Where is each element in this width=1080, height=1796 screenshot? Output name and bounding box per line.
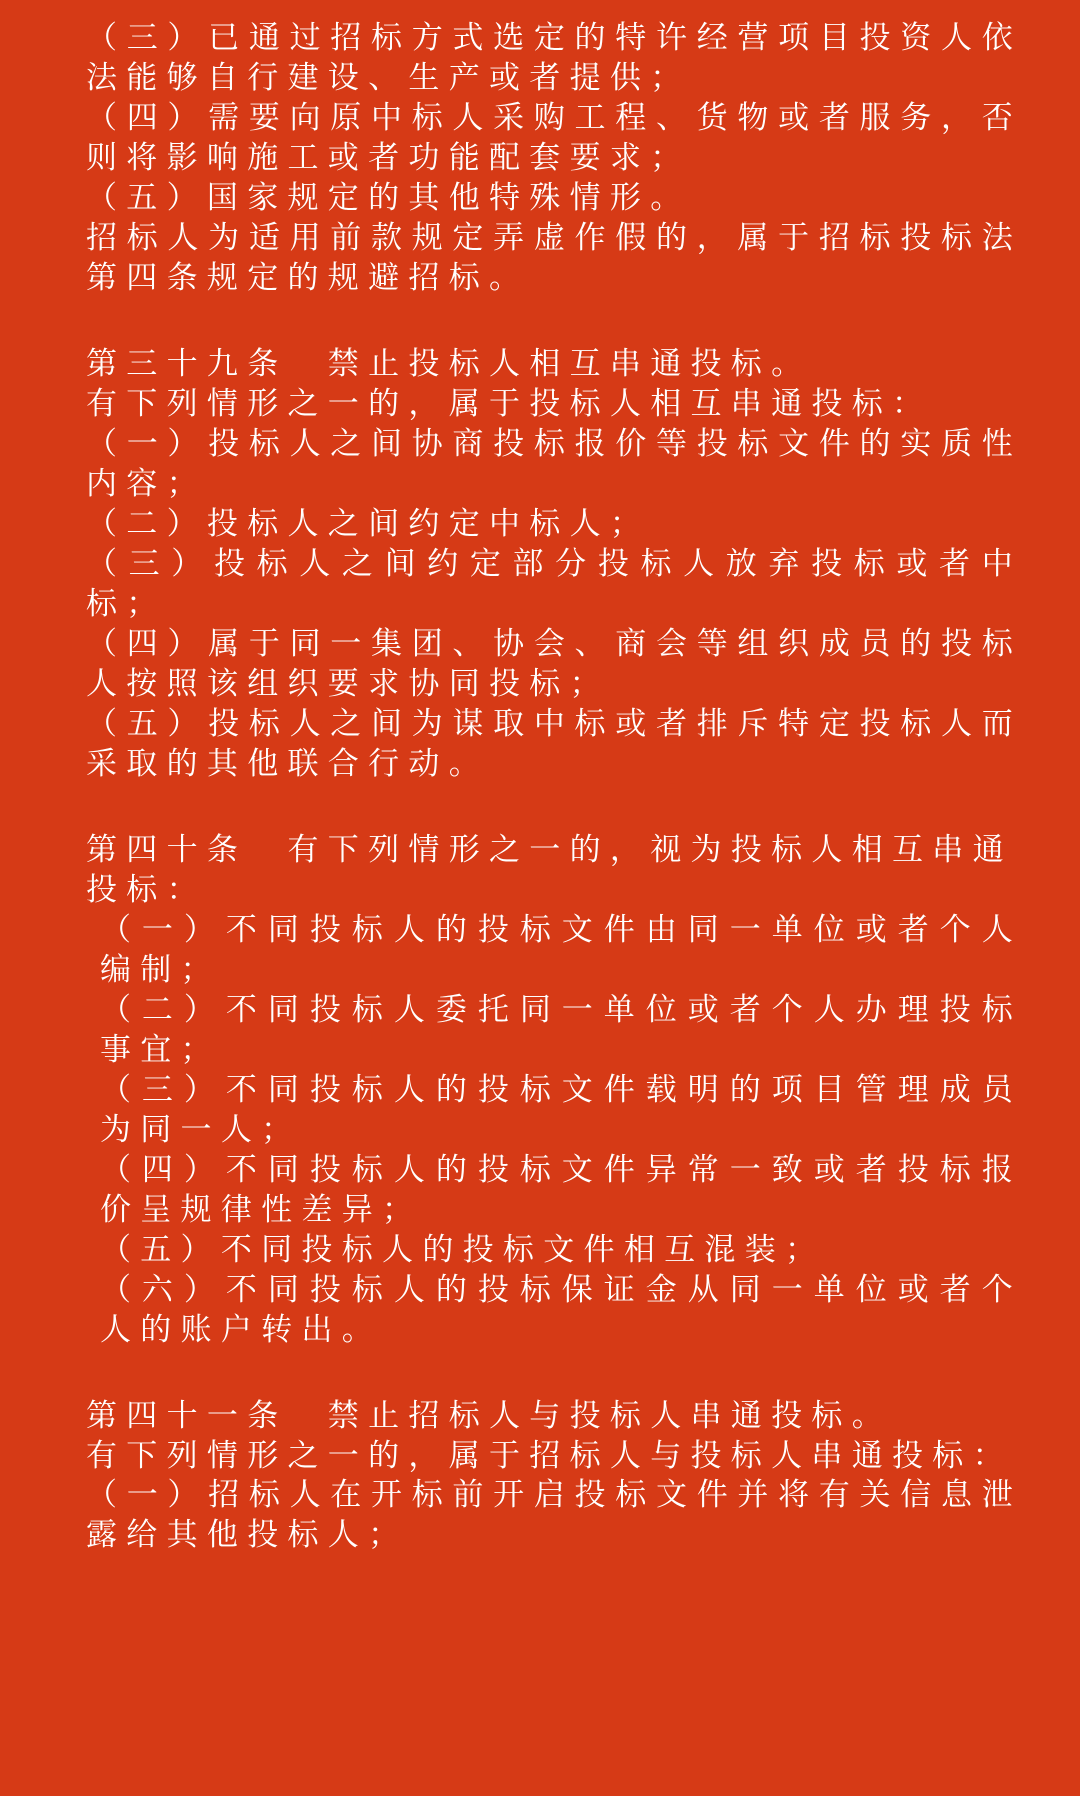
clause-paragraph: （一）不同投标人的投标文件由同一单位或者个人编制； <box>99 911 1022 987</box>
clause-paragraph: （四）需要向原中标人采购工程、货物或者服务，否则将影响施工或者功能配套要求； <box>86 99 1022 175</box>
clause-paragraph: （五）不同投标人的投标文件相互混装； <box>99 1231 826 1267</box>
article-heading-41: 第四十一条 禁止招标人与投标人串通投标。 <box>86 1397 892 1433</box>
clause-paragraph: （三）不同投标人的投标文件载明的项目管理成员为同一人； <box>99 1071 1022 1147</box>
clause-paragraph: 有下列情形之一的，属于投标人相互串通投标： <box>86 385 933 421</box>
clause-paragraph: （四）属于同一集团、协会、商会等组织成员的投标人按照该组织要求协同投标； <box>86 625 1022 701</box>
section-spacer <box>86 784 1022 830</box>
clause-paragraph: 有下列情形之一的，属于招标人与投标人串通投标： <box>86 1437 1013 1473</box>
clause-paragraph: （六）不同投标人的投标保证金从同一单位或者个人的账户转出。 <box>99 1271 1022 1347</box>
clause-paragraph: （二）投标人之间约定中标人； <box>86 505 651 541</box>
clause-paragraph: （一）投标人之间协商投标报价等投标文件的实质性内容； <box>86 425 1022 501</box>
clause-paragraph: （四）不同投标人的投标文件异常一致或者投标报价呈规律性差异； <box>99 1151 1022 1227</box>
article-heading-39: 第三十九条 禁止投标人相互串通投标。 <box>86 345 812 381</box>
clause-paragraph: （二）不同投标人委托同一单位或者个人办理投标事宜； <box>99 991 1022 1067</box>
clause-paragraph: （三）投标人之间约定部分投标人放弃投标或者中标； <box>86 545 1022 621</box>
clause-paragraph: （三）已通过招标方式选定的特许经营项目投资人依法能够自行建设、生产或者提供； <box>86 20 1022 95</box>
article-heading-40: 第四十条 有下列情形之一的，视为投标人相互串通投标： <box>86 831 1013 907</box>
clause-paragraph: （五）国家规定的其他特殊情形。 <box>86 179 691 215</box>
clause-paragraph: （一）招标人在开标前开启投标文件并将有关信息泄露给其他投标人； <box>86 1477 1022 1553</box>
clause-paragraph: （五）投标人之间为谋取中标或者排斥特定投标人而采取的其他联合行动。 <box>86 705 1022 781</box>
section-spacer <box>86 1350 1022 1396</box>
section-spacer <box>86 298 1022 344</box>
clause-paragraph: 招标人为适用前款规定弄虚作假的，属于招标投标法第四条规定的规避招标。 <box>86 219 1022 295</box>
